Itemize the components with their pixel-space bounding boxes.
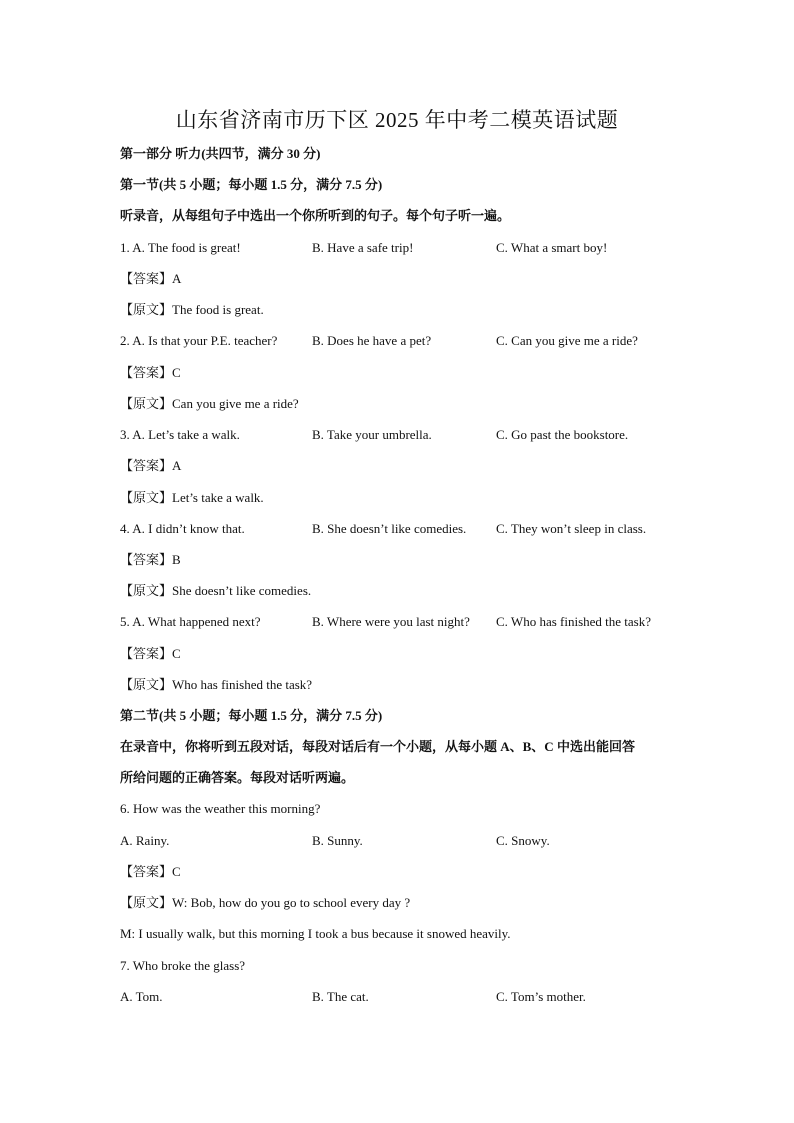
q1-option-a: 1. A. The food is great! (120, 240, 241, 255)
section2-heading: 第二节(共 5 小题；每小题 1.5 分，满分 7.5 分) (120, 708, 383, 723)
q3-option-b: B. Take your umbrella. (312, 427, 432, 442)
q1-answer: 【答案】A (120, 271, 182, 286)
q5-option-c: C. Who has finished the task? (496, 614, 652, 629)
q4-script: 【原文】She doesn’t like comedies. (120, 583, 312, 598)
section2-instruction-line2: 所给问题的正确答案。每段对话听两遍。 (120, 770, 355, 785)
q2-option-a: 2. A. Is that your P.E. teacher? (120, 333, 278, 348)
q3-option-a: 3. A. Let’s take a walk. (120, 427, 240, 442)
q7-question: 7. Who broke the glass? (120, 958, 246, 973)
q1-script: 【原文】The food is great. (120, 302, 264, 317)
q4-answer: 【答案】B (120, 552, 181, 567)
q4-option-c: C. They won’t sleep in class. (496, 521, 647, 536)
q6-option-a: A. Rainy. (120, 833, 170, 848)
q6-question: 6. How was the weather this morning? (120, 801, 321, 816)
section2-instruction-line1: 在录音中，你将听到五段对话，每段对话后有一个小题，从每小题 A、B、C 中选出能回答 (120, 739, 635, 754)
part1-heading: 第一部分 听力(共四节，满分 30 分) (120, 146, 321, 161)
q5-script: 【原文】Who has finished the task? (120, 677, 313, 692)
q3-script: 【原文】Let’s take a walk. (120, 490, 264, 505)
q3-answer: 【答案】A (120, 458, 182, 473)
q6-script-m: M: I usually walk, but this morning I took a bus because it snowed heavily. (120, 926, 511, 941)
q6-option-c: C. Snowy. (496, 833, 550, 848)
q7-option-b: B. The cat. (312, 989, 369, 1004)
q2-option-b: B. Does he have a pet? (312, 333, 432, 348)
section1-heading: 第一节(共 5 小题；每小题 1.5 分，满分 7.5 分) (120, 177, 383, 192)
q7-option-c: C. Tom’s mother. (496, 989, 586, 1004)
q6-answer: 【答案】C (120, 864, 181, 879)
q2-option-c: C. Can you give me a ride? (496, 333, 638, 348)
exam-title: 山东省济南市历下区 2025 年中考二模英语试题 (175, 108, 619, 132)
q6-option-b: B. Sunny. (312, 833, 363, 848)
q5-option-a: 5. A. What happened next? (120, 614, 261, 629)
q1-option-c: C. What a smart boy! (496, 240, 608, 255)
q1-option-b: B. Have a safe trip! (312, 240, 414, 255)
section1-instruction: 听录音，从每组句子中选出一个你所听到的句子。每个句子听一遍。 (120, 208, 511, 223)
q3-option-c: C. Go past the bookstore. (496, 427, 629, 442)
q4-option-a: 4. A. I didn’t know that. (120, 521, 245, 536)
q5-answer: 【答案】C (120, 646, 181, 661)
q4-option-b: B. She doesn’t like comedies. (312, 521, 467, 536)
q5-option-b: B. Where were you last night? (312, 614, 470, 629)
q6-script-w: 【原文】W: Bob, how do you go to school every day ? (120, 895, 411, 910)
q7-option-a: A. Tom. (120, 989, 163, 1004)
q2-script: 【原文】Can you give me a ride? (120, 396, 299, 411)
q2-answer: 【答案】C (120, 365, 181, 380)
